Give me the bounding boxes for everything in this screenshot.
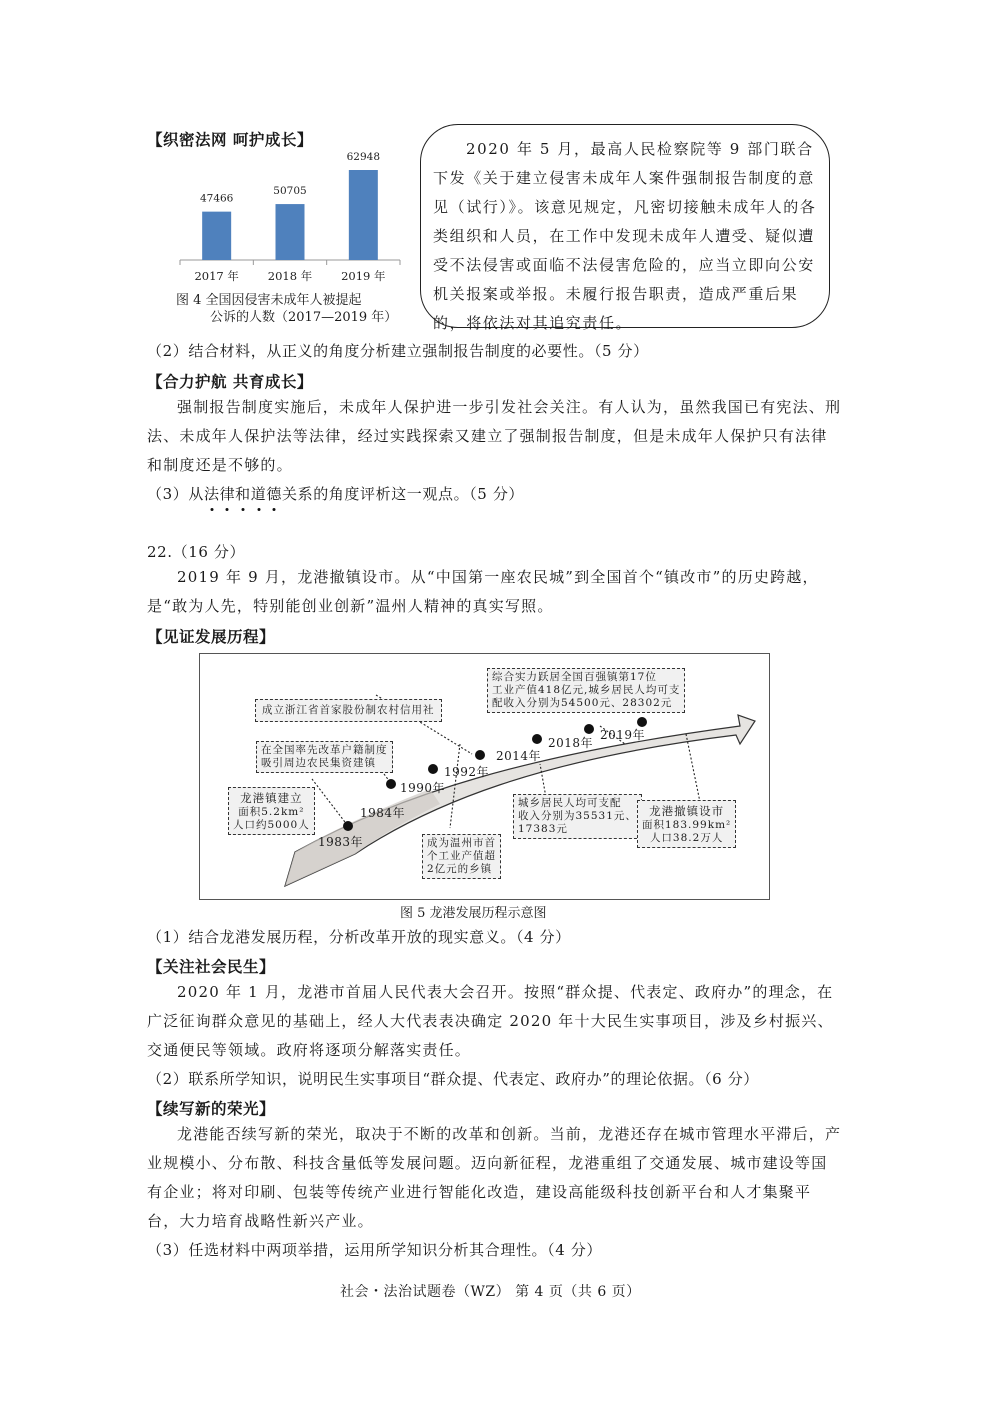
box-2014 <box>513 794 642 839</box>
year-label-2019: 2019年 <box>600 728 646 742</box>
box-2018 <box>487 668 685 713</box>
figure4-caption-line2: 公诉的人数（2017—2019 年） <box>210 310 398 325</box>
q22-intro: 2019 年 9 月，龙港撤镇设市。从“中国第一座农民城”到全国首个“镇改市”的历史跨越，是“敢为人先，特别能创业创新”温州人精神的真实写照。 <box>147 568 819 615</box>
box-2019-line3: 人口38.2万人 <box>649 832 724 844</box>
box-2014-line2: 收入分别为35531元、 <box>518 810 637 822</box>
x-tick-label: 2017 年 <box>194 269 239 283</box>
dot-1992 <box>475 750 485 760</box>
year-label-2014: 2014年 <box>496 749 542 763</box>
q22-paragraph-2: 2020 年 1 月，龙港市首届人民代表大会召开。按照“群众提、代表定、政府办”的理念，在广泛征询群众意见的基础上，经人大代表表决确定 2020 年十大民生实事项目，涉及乡村振兴、交通便民等领域。政府将逐项分解落实责任。 <box>147 983 834 1059</box>
emphasis-char: 律 <box>219 485 236 503</box>
box-1984-line1: 在全国率先改革户籍制度 <box>261 744 388 756</box>
box-1990 <box>422 834 501 879</box>
box-2018-line1: 综合实力跃居全国百强镇第17位 <box>492 671 657 683</box>
q22-question-1: （1）结合龙港发展历程，分析改革开放的现实意义。（4 分） <box>147 928 571 946</box>
dot-2014 <box>532 734 542 744</box>
bar-2017 <box>202 212 231 260</box>
box-1983 <box>228 787 315 835</box>
x-tick-label: 2018 年 <box>267 269 313 283</box>
box-2018-line2: 工业产值418亿元,城乡居民人均可支 <box>492 684 681 696</box>
box-1992-line1: 成立浙江省首家股份制农村信用社 <box>262 704 435 716</box>
question-2: （2）结合材料，从正义的角度分析建立强制报告制度的必要性。（5 分） <box>147 342 649 360</box>
question-3-prefix: （3）从 <box>147 485 204 503</box>
section-heading-livelihood: 【关注社会民生】 <box>147 958 276 976</box>
year-label-2018: 2018年 <box>548 736 594 750</box>
q22-question-3: （3）任选材料中两项举措，运用所学知识分析其合理性。（4 分） <box>147 1241 602 1259</box>
q22-paragraph-3: 龙港能否续写新的荣光，取决于不断的改革和创新。当前，龙港还存在城市管理水平滞后，产业规模小、分布散、科技含量低等发展问题。迈向新征程，龙港重组了交通发展、城市建设等国有企业；将对印刷、包装等传统产业进行智能化改造，建设高能级科技创新平台和人才集聚平台，大力培育战略性新兴产业。 <box>147 1125 842 1230</box>
box-2014-line1: 城乡居民人均可支配 <box>518 797 622 809</box>
box-2014-line3: 17383元 <box>518 823 568 835</box>
q22-question-2: （2）联系所学知识，说明民生实事项目“群众提、代表定、政府办”的理论依据。（6 分） <box>147 1070 759 1088</box>
year-label-1984: 1984年 <box>360 806 406 820</box>
emphasis-char: 德 <box>266 485 282 503</box>
bar-2018 <box>276 204 305 260</box>
bar-value-label: 50705 <box>273 185 307 198</box>
bubble-text: 2020 年 5 月，最高人民检察院等 9 部门联合下发《关于建立侵害未成年人案件强制报告制度的意见（试行）》。该意见规定，凡密切接触未成年人的各类组织和人员，在工作中发现未成年人遭受、疑似遭受不法侵害或面临不法侵害危险的，应当立即向公安机关报案或举报。未履行报告职责，造成严重后果的，将依法对其追究责任。 <box>433 140 817 332</box>
year-label-1992: 1992年 <box>444 765 490 779</box>
section-heading-weave-law: 【织密法网 呵护成长】 <box>147 131 313 149</box>
emphasis-char: 道 <box>250 485 267 503</box>
question-3-suffix: 关系的角度评析这一观点。（5 分） <box>282 485 525 503</box>
box-1990-line2: 个工业产值超 <box>427 850 496 862</box>
box-2019 <box>637 800 736 848</box>
section-heading-new-glory: 【续写新的荣光】 <box>147 1100 276 1118</box>
box-1992 <box>255 699 442 722</box>
emphasis-char: 法 <box>203 485 220 503</box>
question-3 <box>147 483 524 504</box>
longgang-timeline-diagram <box>199 653 770 900</box>
bar-2019 <box>349 170 378 260</box>
year-label-1990: 1990年 <box>400 781 446 795</box>
dot-2018 <box>584 724 594 734</box>
bar-value-label: 62948 <box>346 151 381 163</box>
box-2019-line1: 龙港撤镇设市 <box>649 804 725 818</box>
box-1990-line3: 2亿元的乡镇 <box>427 863 493 875</box>
section2-paragraph: 强制报告制度实施后，未成年人保护进一步引发社会关注。有人认为，虽然我国已有宪法、刑法、未成年人保护法等法律，经过实践探索又建立了强制报告制度，但是未成年人保护只有法律和制度还是不够的。 <box>147 398 842 474</box>
box-1984-line2: 吸引周边农民集资建镇 <box>261 757 376 769</box>
box-2019-line2: 面积183.99km² <box>642 819 732 831</box>
figure4-caption <box>176 292 406 326</box>
x-tick-label: 2019 年 <box>341 269 386 283</box>
box-1983-line3: 人口约5000人 <box>233 819 310 831</box>
box-1990-line1: 成为温州市首 <box>427 837 496 849</box>
figure5-caption: 图 5 龙港发展历程示意图 <box>400 906 547 921</box>
bar-value-label: 47466 <box>199 192 234 205</box>
dot-1983 <box>343 821 353 831</box>
box-2018-line3: 配收入分别为54500元、28302元 <box>492 697 673 709</box>
section-heading-joint-protection: 【合力护航 共育成长】 <box>147 373 313 391</box>
box-1983-line1: 龙港镇建立 <box>240 791 303 805</box>
section-heading-development: 【见证发展历程】 <box>147 628 276 646</box>
box-1984 <box>256 741 393 773</box>
emphasis-char: 和 <box>235 485 251 503</box>
bar-chart-figure4 <box>160 140 410 290</box>
material-bubble <box>420 124 830 332</box>
dot-1984 <box>386 779 396 789</box>
q22-number: 22.（16 分） <box>147 543 246 561</box>
figure4-caption-line1: 图 4 全国因侵害未成年人被提起 <box>176 293 362 308</box>
box-1983-line2: 面积5.2km² <box>238 806 305 818</box>
dot-1990 <box>428 764 438 774</box>
year-label-1983: 1983年 <box>318 835 364 849</box>
page-footer: 社会・法治试题卷（WZ） 第 4 页（共 6 页） <box>340 1284 641 1300</box>
